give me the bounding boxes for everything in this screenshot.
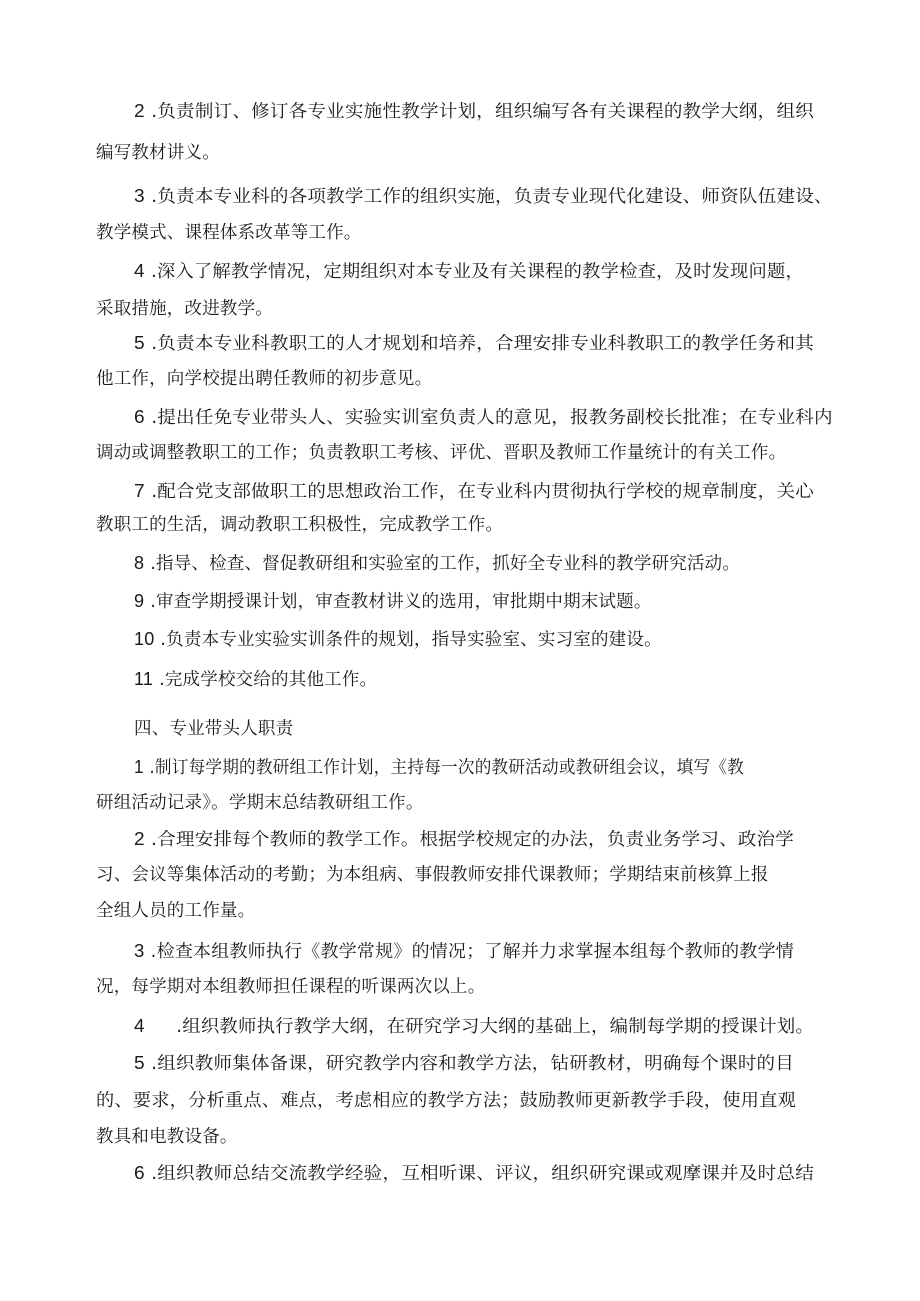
line-text: 采取措施，改进教学。 — [96, 299, 273, 319]
item-number: 2 — [134, 101, 145, 121]
line-text: 调动或调整教职工的工作；负责教职工考核、评优、晋职及教师工作量统计的有关工作。 — [96, 443, 787, 463]
paragraph-line — [96, 140, 220, 166]
paragraph-line — [96, 440, 786, 466]
line-text: .负责本专业科的各项教学工作的组织实施，负责专业现代化建设、师资队伍建设、 — [151, 187, 833, 207]
numbered-paragraph-line — [134, 1013, 814, 1040]
line-text: .负责制订、修订各专业实施性教学计划，组织编写各有关课程的教学大纲，组织 — [151, 102, 814, 122]
numbered-paragraph-line — [134, 550, 740, 577]
numbered-paragraph-line — [134, 330, 814, 357]
numbered-paragraph-line — [134, 754, 744, 781]
paragraph-line — [96, 296, 273, 322]
item-number: 3 — [134, 941, 145, 961]
line-text: 教职工的生活，调动教职工积极性，完成教学工作。 — [96, 515, 504, 535]
line-text: .组织教师集体备课，研究教学内容和教学方法，钻研教材，明确每个课时的目 — [151, 1054, 794, 1074]
line-text: 四、专业带头人职责 — [134, 719, 294, 739]
line-text: .负责本专业实验实训条件的规划，指导实验室、实习室的建设。 — [160, 630, 662, 650]
paragraph-line — [96, 898, 255, 924]
line-text: 的、要求，分析重点、难点，考虑相应的教学方法；鼓励教师更新教学手段，使用直观 — [96, 1091, 796, 1111]
paragraph-line — [96, 1124, 238, 1150]
item-number: 1 — [134, 757, 144, 777]
numbered-paragraph-line — [134, 478, 814, 505]
line-text: .组织教师总结交流教学经验，互相听课、评议，组织研究课或观摩课并及时总结 — [151, 1164, 814, 1184]
paragraph-line — [134, 716, 293, 742]
numbered-paragraph-line — [134, 666, 377, 693]
line-text: 况，每学期对本组教师担任课程的听课两次以上。 — [96, 977, 486, 997]
numbered-paragraph-line — [134, 1160, 814, 1187]
numbered-paragraph-line — [134, 183, 833, 210]
paragraph-line — [96, 366, 432, 392]
line-text: .完成学校交给的其他工作。 — [159, 670, 378, 690]
numbered-paragraph-line — [134, 938, 794, 965]
item-number: 2 — [134, 829, 145, 849]
line-text: 教学模式、课程体系改革等工作。 — [96, 223, 362, 243]
item-number: 11 — [134, 669, 154, 689]
item-number: 3 — [134, 186, 145, 206]
line-text: .制订每学期的教研组工作计划，主持每一次的教研活动或教研组会议，填写《教 — [149, 758, 744, 778]
item-number: 5 — [134, 333, 145, 353]
numbered-paragraph-line — [134, 626, 662, 653]
paragraph-line — [96, 512, 503, 538]
item-number: 9 — [134, 591, 145, 611]
line-text: .深入了解教学情况，定期组织对本专业及有关课程的教学检查，及时发现问题， — [150, 262, 805, 282]
line-text: .配合党支部做职工的思想政治工作，在专业科内贯彻执行学校的规章制度，关心 — [151, 482, 814, 502]
line-text: 研组活动记录》。学期末总结教研组工作。 — [96, 793, 424, 813]
paragraph-line — [96, 862, 769, 888]
item-number: 6 — [134, 407, 145, 427]
paragraph-line — [96, 220, 362, 246]
numbered-paragraph-line — [134, 258, 804, 285]
item-number: 6 — [134, 1163, 145, 1183]
line-text: 编写教材讲义。 — [96, 143, 220, 163]
line-text: 习、会议等集体活动的考勤；为本组病、事假教师安排代课教师；学期结束前核算上报 — [96, 865, 769, 885]
item-number: 8 — [134, 553, 145, 573]
paragraph-line — [96, 1088, 796, 1114]
line-text: .提出任免专业带头人、实验实训室负责人的意见，报教务副校长批准；在专业科内 — [151, 408, 833, 428]
numbered-paragraph-line — [134, 588, 652, 615]
numbered-paragraph-line — [134, 404, 833, 431]
item-number: 5 — [134, 1053, 145, 1073]
line-text: 全组人员的工作量。 — [96, 901, 256, 921]
item-number: 7 — [134, 481, 145, 501]
line-text: 教具和电教设备。 — [96, 1127, 238, 1147]
line-text: .检查本组教师执行《教学常规》的情况；了解并力求掌握本组每个教师的教学情 — [150, 942, 794, 962]
numbered-paragraph-line — [134, 98, 814, 125]
paragraph-line — [96, 974, 485, 1000]
paragraph-line — [96, 790, 424, 816]
line-text: .审查学期授课计划，审查教材讲义的选用，审批期中期末试题。 — [150, 592, 652, 612]
item-number: 4 — [134, 261, 145, 281]
item-number: 10 — [134, 629, 155, 649]
line-text: .指导、检查、督促教研组和实验室的工作，抓好全专业科的教学研究活动。 — [150, 554, 741, 574]
item-number: 4 — [134, 1016, 145, 1036]
line-text: .组织教师执行教学大纲，在研究学习大纲的基础上，编制每学期的授课计划。 — [176, 1017, 814, 1037]
numbered-paragraph-line — [134, 1050, 794, 1077]
numbered-paragraph-line — [134, 826, 794, 853]
line-text: .负责本专业科教职工的人才规划和培养，合理安排专业科教职工的教学任务和其 — [151, 334, 814, 354]
line-text: 他工作，向学校提出聘任教师的初步意见。 — [96, 369, 433, 389]
line-text: .合理安排每个教师的教学工作。根据学校规定的办法，负责业务学习、政治学 — [151, 830, 794, 850]
